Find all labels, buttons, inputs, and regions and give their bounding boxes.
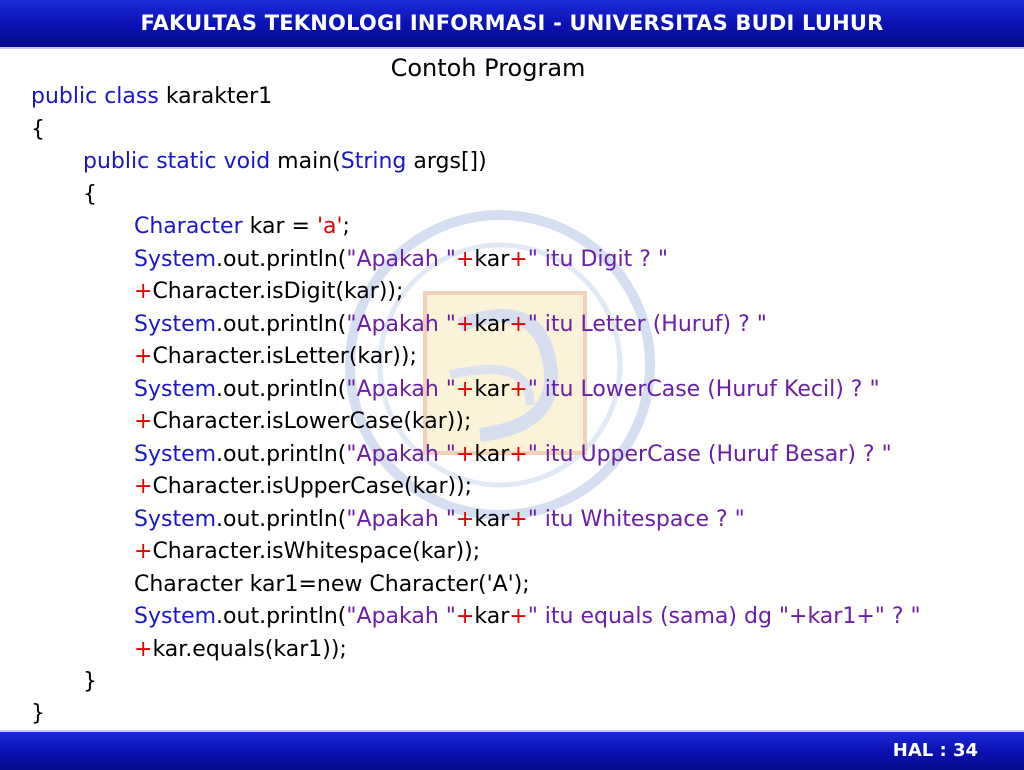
operator: + [509, 442, 528, 467]
code-text: ; [342, 214, 350, 239]
code-text: Character.isWhitespace(kar)); [152, 539, 481, 564]
string-literal: " itu Digit ? " [527, 247, 669, 272]
variable: kar [474, 442, 510, 467]
operator: + [455, 247, 475, 272]
class-ref: System [134, 604, 217, 629]
code-line: { [31, 117, 45, 142]
operator: + [455, 312, 475, 337]
class-ref: System [134, 507, 217, 532]
type-name: String [340, 149, 407, 174]
keyword: static [156, 149, 217, 174]
code-line [134, 374, 880, 406]
code-line: } [31, 701, 45, 726]
code-line [134, 504, 745, 536]
code-line: Character kar1=new Character('A'); [134, 572, 530, 597]
code-text: args[]) [413, 149, 487, 174]
code-line [83, 146, 487, 178]
variable: kar [474, 312, 510, 337]
string-literal: "Apakah " [346, 507, 456, 532]
code-text: kar.equals(kar1)); [152, 637, 347, 662]
code-line [134, 309, 767, 341]
code-line [134, 471, 472, 503]
code-text: .out.println( [216, 442, 347, 467]
string-literal: " itu Letter (Huruf) ? " [527, 312, 767, 337]
code-text: Character.isLowerCase(kar)); [152, 409, 472, 434]
class-ref: System [134, 377, 217, 402]
code-text: .out.println( [216, 312, 347, 337]
code-line [134, 439, 892, 471]
code-line: { [83, 182, 97, 207]
operator: + [455, 507, 475, 532]
keyword: public [83, 149, 150, 174]
code-line [134, 536, 480, 568]
type-name: Character [134, 214, 243, 239]
operator: + [134, 474, 153, 499]
code-line [134, 244, 668, 276]
variable: kar [474, 604, 510, 629]
operator: + [134, 279, 153, 304]
string-literal: "Apakah " [346, 312, 456, 337]
operator: + [509, 377, 528, 402]
operator: + [455, 442, 475, 467]
string-literal: " itu LowerCase (Huruf Kecil) ? " [527, 377, 880, 402]
operator: + [134, 344, 153, 369]
operator: + [134, 539, 153, 564]
header-title: FAKULTAS TEKNOLOGI INFORMASI - UNIVERSITAS BUDI LUHUR [140, 11, 884, 35]
method-name: main( [277, 149, 341, 174]
class-name: karakter1 [165, 84, 273, 109]
keyword: class [104, 84, 159, 109]
class-ref: System [134, 312, 217, 337]
operator: + [509, 247, 528, 272]
slide-title: Contoh Program [390, 54, 586, 82]
string-literal: "Apakah " [346, 442, 456, 467]
footer-bar [0, 730, 1024, 770]
code-line [134, 406, 471, 438]
code-text: .out.println( [216, 377, 347, 402]
class-ref: System [134, 442, 217, 467]
code-text: kar = [249, 214, 317, 239]
code-text: .out.println( [216, 507, 347, 532]
variable: kar [474, 247, 510, 272]
operator: + [509, 312, 528, 337]
operator: + [455, 604, 475, 629]
code-text: .out.println( [216, 247, 347, 272]
code-line: } [83, 669, 97, 694]
string-literal: " itu UpperCase (Huruf Besar) ? " [527, 442, 892, 467]
variable: kar [474, 377, 510, 402]
string-literal: " itu equals (sama) dg "+kar1+" ? " [527, 604, 921, 629]
code-line [134, 211, 350, 243]
code-line [134, 601, 921, 633]
code-text: .out.println( [216, 604, 347, 629]
string-literal: " itu Whitespace ? " [527, 507, 745, 532]
string-literal: "Apakah " [346, 247, 456, 272]
operator: + [134, 409, 153, 434]
keyword: void [223, 149, 271, 174]
code-line [134, 341, 417, 373]
operator: + [455, 377, 475, 402]
variable: kar [474, 507, 510, 532]
page-number: HAL : 34 [892, 740, 978, 761]
code-text: Character.isDigit(kar)); [152, 279, 404, 304]
code-text: Character.isUpperCase(kar)); [152, 474, 473, 499]
operator: + [509, 507, 528, 532]
keyword: public [31, 84, 98, 109]
class-ref: System [134, 247, 217, 272]
operator: + [134, 637, 153, 662]
code-line [31, 81, 272, 113]
operator: + [509, 604, 528, 629]
string-literal: "Apakah " [346, 604, 456, 629]
string-literal: 'a' [316, 214, 343, 239]
code-line [134, 276, 403, 308]
code-text: Character.isLetter(kar)); [152, 344, 417, 369]
string-literal: "Apakah " [346, 377, 456, 402]
code-line [134, 634, 347, 666]
